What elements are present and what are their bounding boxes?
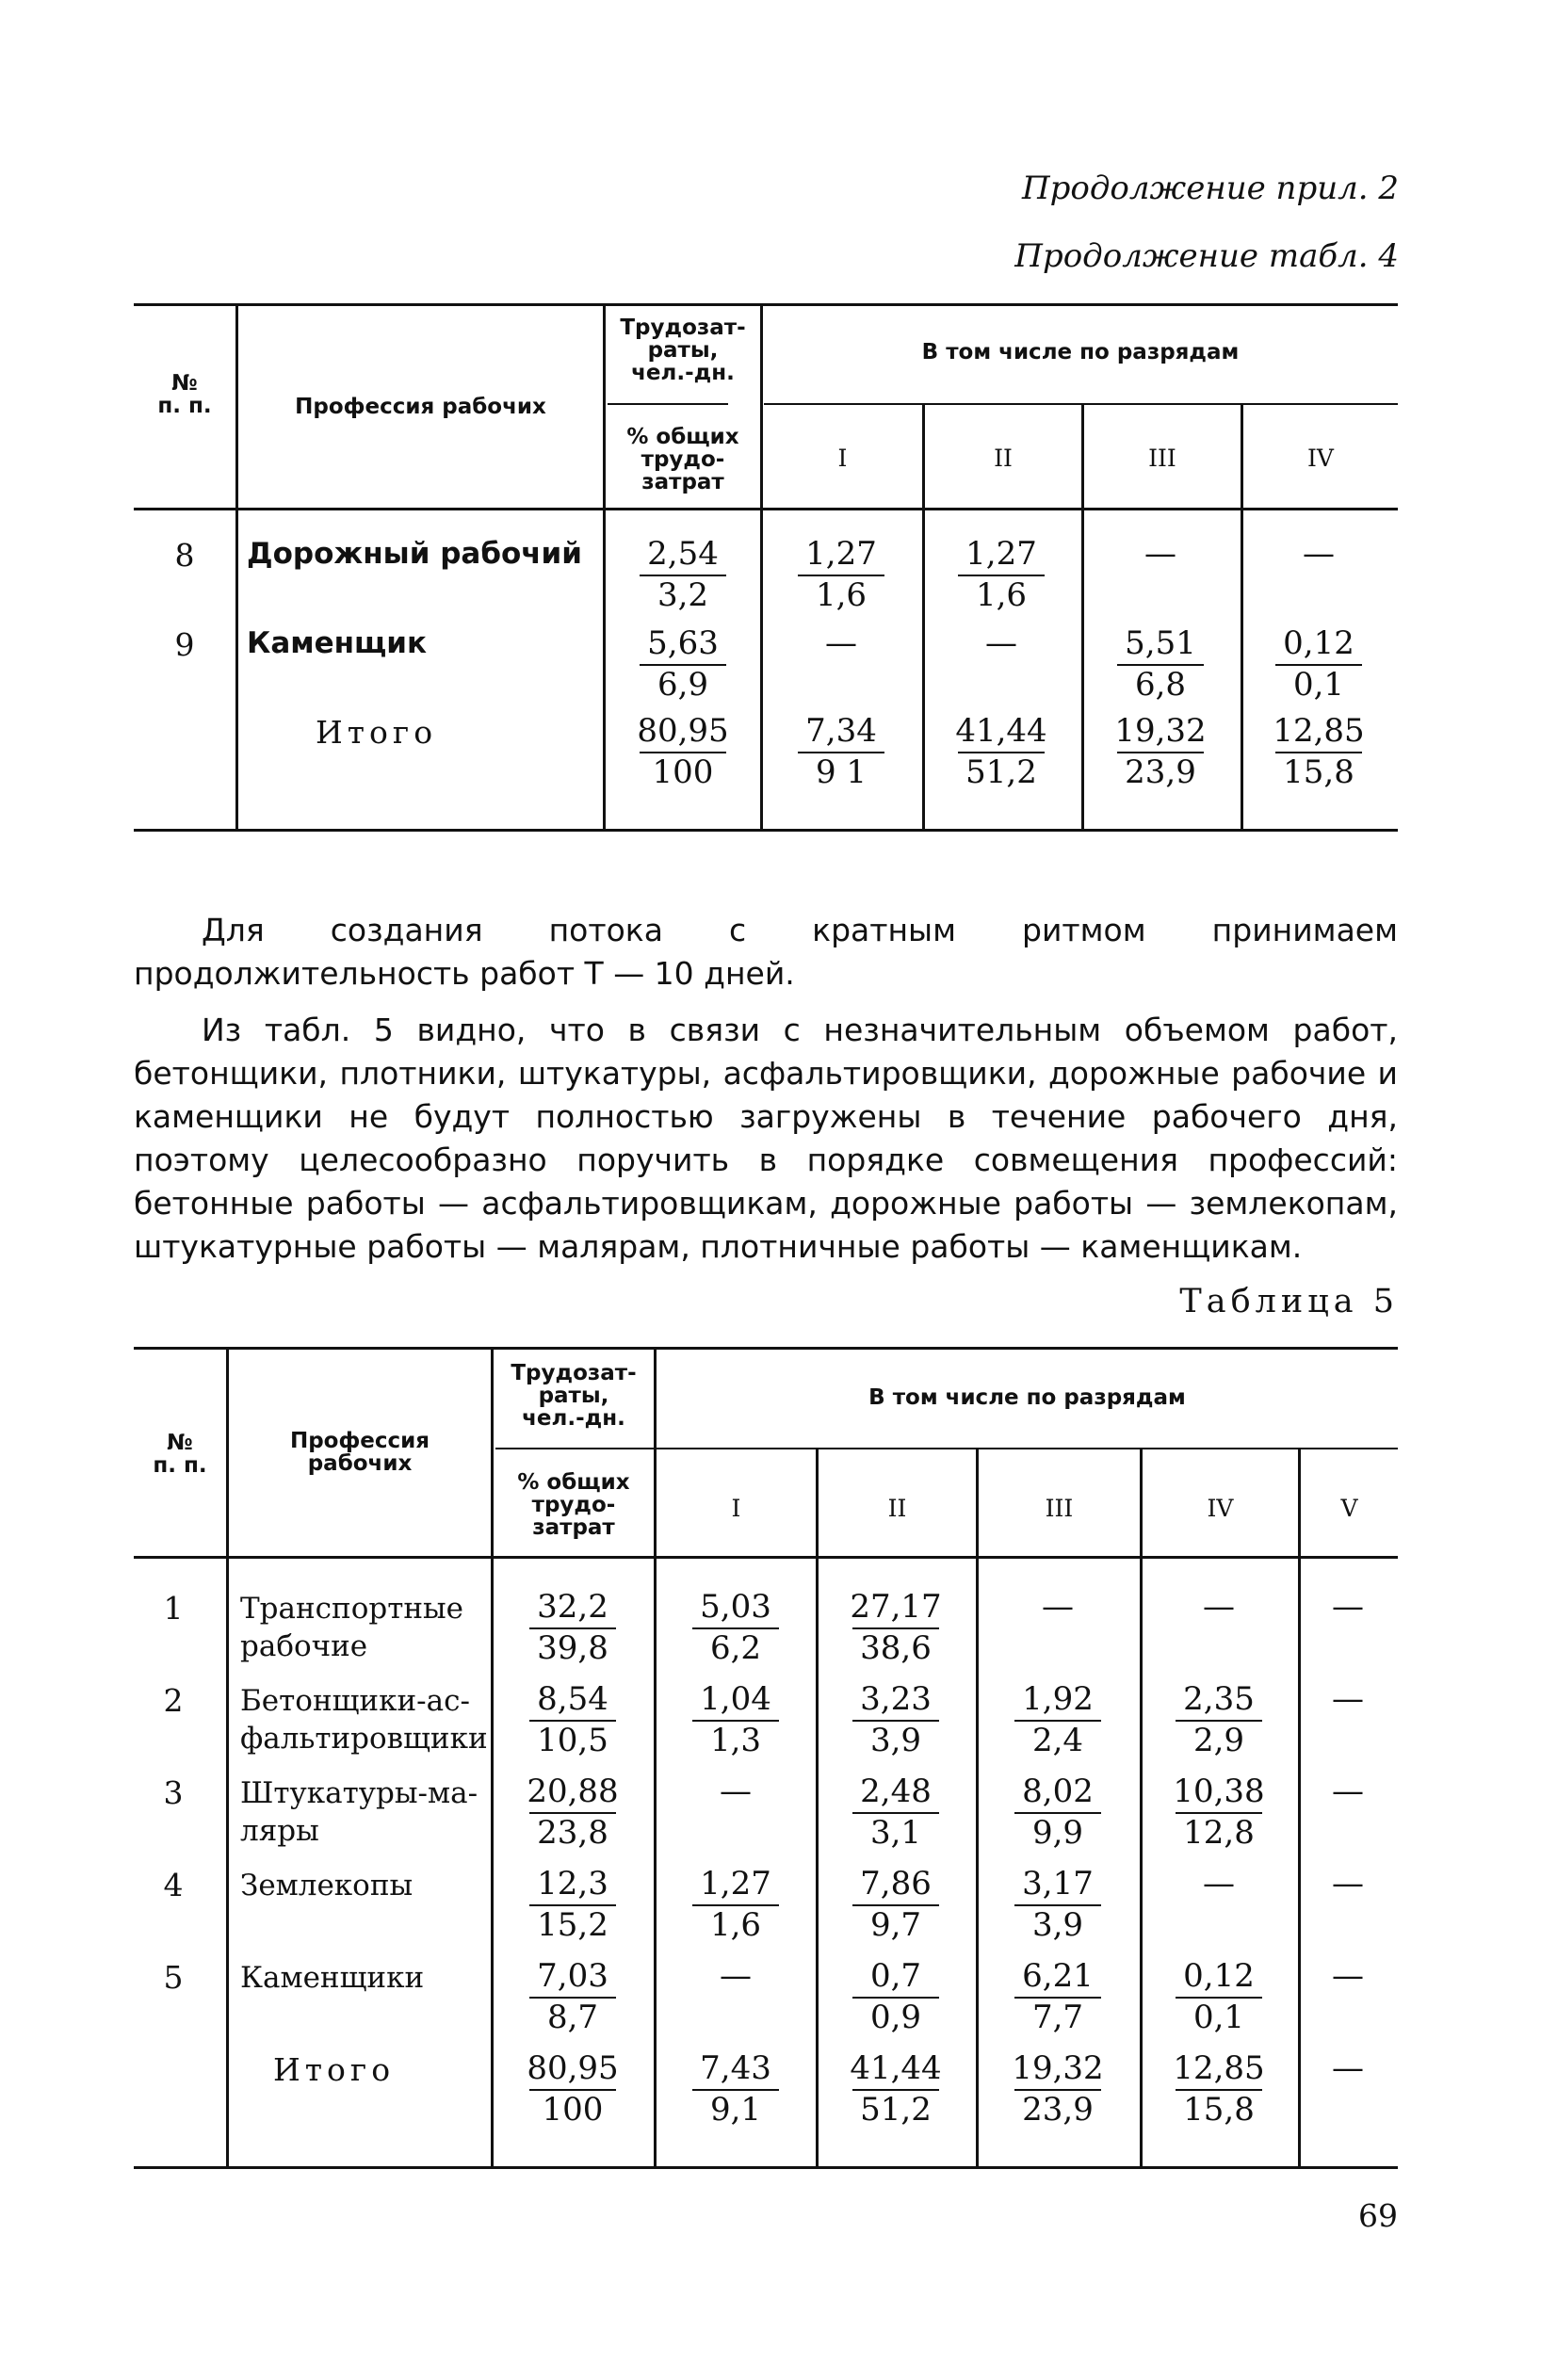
- fraction-numerator: 7,34: [805, 712, 877, 750]
- empty-cell-dash: —: [1303, 535, 1335, 573]
- empty-cell-dash: —: [1332, 2049, 1364, 2087]
- row-number: 3: [163, 1774, 184, 1811]
- fraction-numerator: 32,2: [537, 1588, 608, 1626]
- row-number: 1: [163, 1590, 184, 1627]
- fraction-denominator: 51,2: [860, 2091, 932, 2129]
- fraction-cell: [612, 712, 754, 791]
- fraction-numerator: 2,48: [860, 1773, 932, 1810]
- fraction-numerator: 12,85: [1273, 712, 1365, 750]
- fraction-denominator: 38,6: [860, 1629, 932, 1667]
- empty-cell-dash: —: [720, 1957, 752, 1995]
- fraction-denominator: 1,6: [975, 576, 1028, 614]
- fraction-cell: [612, 624, 754, 704]
- header-profession: Профессия рабочих: [295, 395, 546, 419]
- profession-name: Дорожный рабочий: [247, 537, 582, 571]
- table-rule: [134, 829, 1398, 832]
- fraction-cell: [825, 2049, 966, 2129]
- fraction-denominator: 9,7: [869, 1906, 922, 1944]
- table-rule: [134, 1347, 1398, 1350]
- fraction-denominator: 0,1: [1292, 666, 1345, 704]
- fraction-cell: [502, 1588, 643, 1667]
- paragraph: Для создания потока с кратным ритмом принимаем продолжительность работ Т — 10 дней.: [134, 912, 1398, 992]
- fraction-numerator: 27,17: [850, 1588, 942, 1626]
- column-divider: [1140, 1448, 1143, 2166]
- fraction-numerator: 41,44: [955, 712, 1047, 750]
- fraction-denominator: 23,9: [1125, 753, 1196, 791]
- fraction-numerator: 6,21: [1022, 1957, 1094, 1995]
- total-label: Итого: [273, 2051, 396, 2088]
- profession-name: Каменщик: [247, 626, 428, 660]
- fraction-denominator: 0,1: [1192, 1999, 1245, 2036]
- row-number: 9: [174, 626, 195, 663]
- header-grades: В том числе по разрядам: [921, 340, 1240, 364]
- row-number: 4: [163, 1867, 184, 1903]
- fraction-numerator: 19,32: [1114, 712, 1207, 750]
- table-rule: [134, 2166, 1398, 2169]
- page-number: 69: [1358, 2197, 1398, 2234]
- fraction-cell: [1248, 712, 1389, 791]
- profession-name: Землекопы: [240, 1869, 414, 1902]
- empty-cell-dash: —: [825, 624, 857, 662]
- empty-cell-dash: —: [1203, 1588, 1235, 1626]
- fraction-denominator: 1,6: [709, 1906, 762, 1944]
- fraction-denominator: 15,2: [537, 1906, 608, 1944]
- fraction-numerator: 41,44: [850, 2049, 942, 2087]
- column-divider: [235, 303, 238, 829]
- fraction-cell: [770, 712, 912, 791]
- fraction-cell: [1148, 1957, 1289, 2036]
- fraction-numerator: 3,23: [860, 1680, 932, 1718]
- header-grade-2: II: [887, 1495, 907, 1522]
- fraction-denominator: 15,8: [1283, 753, 1354, 791]
- fraction-cell: [665, 1588, 806, 1667]
- profession-name: Каменщики: [240, 1961, 425, 1995]
- fraction-denominator: 6,9: [657, 666, 709, 704]
- empty-cell-dash: —: [1042, 1588, 1074, 1626]
- fraction-denominator: 8,7: [546, 1999, 599, 2036]
- fraction-numerator: 0,12: [1283, 624, 1354, 662]
- body-text: [134, 909, 1398, 1269]
- column-divider: [491, 1347, 494, 2166]
- empty-cell-dash: —: [1332, 1588, 1364, 1626]
- fraction-numerator: 5,03: [700, 1588, 771, 1626]
- fraction-numerator: 12,3: [537, 1865, 608, 1902]
- empty-cell-dash: —: [1332, 1680, 1364, 1718]
- fraction-cell: [931, 535, 1072, 614]
- paragraph: Из табл. 5 видно, что в связи с незначительным объемом работ, бетонщики, плотники, штукатуры, асфальтировщики, дорожные рабочие и каменщики не будут полностью загружены в течение рабочего дня, поэтому целесообразно поручить в порядке совмещения профессий: бетонные работы — асфальтировщикам, дорожные работы — землекопам, штукатурные работы — малярам, плотничные работы — каменщикам.: [134, 1012, 1398, 1265]
- fraction-denominator: 100: [652, 753, 714, 791]
- fraction-numerator: 0,7: [869, 1957, 922, 1995]
- fraction-numerator: 1,27: [700, 1865, 771, 1902]
- header-labor-percent: % общих трудо- затрат: [517, 1470, 630, 1540]
- fraction-numerator: 8,02: [1022, 1773, 1094, 1810]
- fraction-denominator: 3,1: [869, 1814, 922, 1852]
- fraction-denominator: 9,1: [709, 2091, 762, 2129]
- empty-cell-dash: —: [1332, 1773, 1364, 1810]
- fraction-denominator: 7,7: [1031, 1999, 1084, 2036]
- fraction-denominator: 9 1: [815, 753, 868, 791]
- header-grade-1: I: [837, 445, 848, 472]
- fraction-numerator: 7,43: [700, 2049, 771, 2087]
- table-rule: [657, 1448, 1398, 1449]
- table-continuation-caption: Продолжение табл. 4: [1014, 237, 1399, 275]
- total-label: Итого: [316, 714, 438, 751]
- table-5-caption-text: Таблица 5: [1179, 1283, 1399, 1320]
- fraction-cell: [1148, 2049, 1289, 2129]
- column-divider: [760, 303, 763, 829]
- row-number: 8: [174, 537, 195, 574]
- fraction-cell: [612, 535, 754, 614]
- fraction-denominator: 23,8: [537, 1814, 608, 1852]
- fraction-numerator: 5,63: [647, 624, 719, 662]
- fraction-denominator: 51,2: [965, 753, 1037, 791]
- row-number: 5: [163, 1959, 184, 1996]
- fraction-cell: [1090, 624, 1231, 704]
- fraction-numerator: 0,12: [1183, 1957, 1255, 1995]
- header-number: № п. п.: [157, 371, 212, 418]
- fraction-denominator: 100: [542, 2091, 604, 2129]
- header-grade-5: V: [1340, 1495, 1358, 1522]
- fraction-numerator: 8,54: [537, 1680, 608, 1718]
- fraction-cell: [665, 2049, 806, 2129]
- fraction-numerator: 7,03: [537, 1957, 608, 1995]
- empty-cell-dash: —: [1332, 1957, 1364, 1995]
- empty-cell-dash: —: [985, 624, 1017, 662]
- table-rule: [495, 1448, 655, 1449]
- header-grades: В том числе по разрядам: [868, 1385, 1186, 1410]
- header-grade-2: II: [994, 445, 1013, 472]
- fraction-denominator: 9,9: [1031, 1814, 1084, 1852]
- fraction-cell: [987, 1680, 1128, 1759]
- fraction-numerator: 2,54: [647, 535, 719, 573]
- fraction-denominator: 3,9: [1031, 1906, 1084, 1944]
- fraction-numerator: 2,35: [1183, 1680, 1255, 1718]
- fraction-denominator: 1,3: [709, 1722, 762, 1759]
- fraction-cell: [502, 1773, 643, 1852]
- fraction-denominator: 10,5: [537, 1722, 608, 1759]
- fraction-cell: [931, 712, 1072, 791]
- header-grade-4: IV: [1207, 1495, 1234, 1522]
- fraction-cell: [502, 2049, 643, 2129]
- header-grade-3: III: [1045, 1495, 1074, 1522]
- profession-name: Транспортные рабочие: [240, 1592, 464, 1663]
- fraction-numerator: 1,27: [965, 535, 1037, 573]
- fraction-cell: [502, 1680, 643, 1759]
- header-grade-4: IV: [1307, 445, 1334, 472]
- fraction-cell: [825, 1680, 966, 1759]
- row-number: 2: [163, 1682, 184, 1719]
- fraction-cell: [770, 535, 912, 614]
- fraction-cell: [987, 1773, 1128, 1852]
- fraction-cell: [502, 1865, 643, 1944]
- column-divider: [976, 1448, 979, 2166]
- column-divider: [816, 1448, 819, 2166]
- empty-cell-dash: —: [1203, 1865, 1235, 1902]
- header-grade-1: I: [731, 1495, 741, 1522]
- fraction-cell: [825, 1588, 966, 1667]
- fraction-denominator: 0,9: [869, 1999, 922, 2036]
- fraction-cell: [825, 1957, 966, 2036]
- table-rule: [134, 303, 1398, 306]
- header-labor-percent: % общих трудо- затрат: [626, 425, 739, 494]
- fraction-denominator: 15,8: [1183, 2091, 1255, 2129]
- fraction-cell: [1148, 1773, 1289, 1852]
- fraction-numerator: 3,17: [1022, 1865, 1094, 1902]
- empty-cell-dash: —: [720, 1773, 752, 1810]
- table-rule: [134, 1556, 1398, 1559]
- fraction-denominator: 23,9: [1022, 2091, 1094, 2129]
- fraction-denominator: 12,8: [1183, 1814, 1255, 1852]
- fraction-numerator: 1,27: [805, 535, 877, 573]
- header-grade-3: III: [1148, 445, 1176, 472]
- fraction-cell: [987, 2049, 1128, 2129]
- fraction-denominator: 39,8: [537, 1629, 608, 1667]
- fraction-denominator: 6,2: [709, 1629, 762, 1667]
- empty-cell-dash: —: [1332, 1865, 1364, 1902]
- fraction-numerator: 5,51: [1125, 624, 1196, 662]
- fraction-denominator: 1,6: [815, 576, 868, 614]
- fraction-cell: [665, 1680, 806, 1759]
- fraction-denominator: 3,2: [657, 576, 709, 614]
- fraction-cell: [1248, 624, 1389, 704]
- fraction-cell: [665, 1865, 806, 1944]
- fraction-cell: [825, 1773, 966, 1852]
- fraction-denominator: 2,9: [1192, 1722, 1245, 1759]
- fraction-denominator: 2,4: [1031, 1722, 1084, 1759]
- fraction-cell: [825, 1865, 966, 1944]
- table-5-caption: [848, 1283, 1399, 1320]
- header-number: № п. п.: [153, 1431, 207, 1478]
- empty-cell-dash: —: [1144, 535, 1176, 573]
- profession-name: Бетонщики-ас- фальтировщики: [240, 1684, 488, 1756]
- fraction-cell: [502, 1957, 643, 2036]
- fraction-numerator: 80,95: [527, 2049, 619, 2087]
- fraction-numerator: 80,95: [637, 712, 729, 750]
- fraction-cell: [1090, 712, 1231, 791]
- fraction-numerator: 20,88: [527, 1773, 619, 1810]
- column-divider: [654, 1347, 657, 2166]
- table-rule: [608, 403, 728, 405]
- header-profession: Профессия рабочих: [289, 1429, 430, 1476]
- fraction-cell: [987, 1957, 1128, 2036]
- appendix-continuation-caption: Продолжение прил. 2: [1022, 170, 1399, 207]
- fraction-numerator: 10,38: [1173, 1773, 1265, 1810]
- table-rule: [134, 508, 1398, 510]
- fraction-cell: [1148, 1680, 1289, 1759]
- fraction-denominator: 6,8: [1134, 666, 1187, 704]
- header-labor-days: Трудозат- раты, чел.-дн.: [620, 316, 746, 385]
- header-labor-days: Трудозат- раты, чел.-дн.: [511, 1361, 637, 1431]
- fraction-numerator: 12,85: [1173, 2049, 1265, 2087]
- fraction-numerator: 19,32: [1012, 2049, 1104, 2087]
- fraction-cell: [987, 1865, 1128, 1944]
- fraction-numerator: 1,92: [1022, 1680, 1094, 1718]
- fraction-numerator: 7,86: [860, 1865, 932, 1902]
- profession-name: Штукатуры-ма- ляры: [240, 1776, 478, 1848]
- fraction-numerator: 1,04: [700, 1680, 771, 1718]
- fraction-denominator: 3,9: [869, 1722, 922, 1759]
